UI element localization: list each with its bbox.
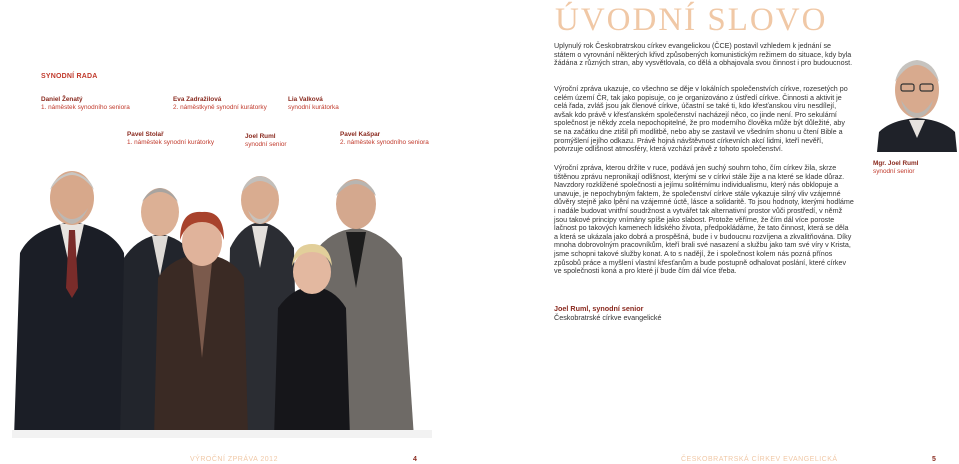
member-name: Eva Zadražilová [173, 96, 222, 103]
paragraph: Výroční zpráva, kterou držíte v ruce, podává jen suchý souhrn toho, čím církev žila, skrze tištěnou zprávu nepronikají odlišnost, kterými se v církvi stále žije a na které se klade důraz. Navzdory rozkližené společnosti a jejímu solitérnímu individualismu, který nás obklopuje a unavuje, je nepochybným faktem, že společenství církve stále vykazuje silný vliv vzájemné důvěry stejně jako lpění na vzájemné úctě, lásce a solidaritě. To jsou hodnoty, kterými hodláme i nadále budovat vnitřní soudržnost a vytvářet tak alternativní prostor vůči prostředí, v němž jsou takové principy vnímány spíše jako slabost. Protože věříme, že čím dál více poroste lačnost po takových kamenech lidského života, předpokládáme, že tato činnost, která se děla a která se ukázala jako dobrá a prospěšná, bude i v budoucnu rozvíjena a zkvalitňována. Díky mnoha dobrovolným pracovníkům, kteří brali své nasazení a službu jako tam své víry v Krista, jsme schopni takové služby konat. A to s nadějí, že i společnost kolem nás pozná přínos způsobů práce a myšlení vlastní křesťanům a bude postupně odhalovat poslání, které církev ve společnosti koná a pro které jí bude čím dál více třeba. [554, 164, 854, 276]
portrait-caption [873, 160, 918, 177]
group-photo [12, 158, 432, 438]
signature-org: Českobratrské církve evangelické [554, 312, 662, 322]
member-role: synodní kurátorka [288, 104, 339, 112]
page-number: 5 [932, 456, 937, 463]
member-kaspar [340, 131, 429, 148]
member-ruml [245, 133, 287, 150]
portrait-name: Mgr. Joel Ruml [873, 160, 919, 167]
member-valkova [288, 96, 339, 113]
member-name: Joel Ruml [245, 133, 276, 140]
body-column [554, 85, 854, 161]
signature-name: Joel Ruml, synodní senior [554, 304, 644, 313]
body-column-2 [554, 164, 854, 283]
footer-title: ČESKOBRATRSKÁ CÍRKEV EVANGELICKÁ [681, 456, 838, 463]
portrait-role: synodní senior [873, 168, 915, 176]
member-role: synodní senior [245, 141, 287, 149]
member-role: 1. náměstek synodní kurátorky [127, 139, 215, 147]
footer-title: VÝROČNÍ ZPRÁVA 2012 [190, 456, 278, 463]
council-heading: SYNODNÍ RADA [41, 73, 98, 80]
intro-column [554, 42, 854, 75]
right-page [479, 0, 959, 464]
portrait-photo [877, 42, 957, 152]
member-name: Pavel Kašpar [340, 131, 381, 138]
member-zadrazilova [173, 96, 267, 113]
member-role: 2. náměstek synodního seniora [340, 139, 429, 147]
paragraph: Výroční zpráva ukazuje, co všechno se děje v lokálních společenstvích církve, rozesetých po celém území ČR, tak jako popisuje, co je organizováno z ústředí církve. Činnosti a aktivit je celá řada, zvláš jsou jak členové církve, účastní se také ti, kdo křesťanskou víru nesdílejí, avšak kdo právě v křesťanském společenství nacházejí něco, co jinde není. Pro sekulární společnost je někdy zcela nepochopitelné, že pro moderního člověka může být důležité, aby se na začátku dne ztišil při modlitbě, nebo aby se zastavil ve všedním shonu u čtení Bible a promýšlení jejího odkazu. Právě hojná návštěvnost církevních akcí lidmi, kteří nevěří, potvrzuje odlišnost atmosféry, která vzchází právě z tohoto společenství. [554, 85, 848, 154]
signature [554, 305, 661, 322]
page-title: ÚVODNÍ SLOVO [555, 2, 828, 38]
member-name: Daniel Ženatý [41, 96, 83, 103]
member-name: Pavel Stolař [127, 131, 164, 138]
member-role: 2. náměstkyně synodní kurátorky [173, 104, 267, 112]
paragraph: Uplynulý rok Českobratrskou církev evangelickou (ČCE) postavil vzhledem k jednání se státem o vyrovnání některých křivd způsobených komunistickým režimem do situace, kdy byla žádána z různých stran, aby vysvětlovala, co dělá a obhajovala svou činnost i pro budoucnost. [554, 42, 853, 68]
page-number: 4 [413, 456, 418, 463]
left-page [0, 0, 479, 464]
member-name: Lia Valková [288, 96, 323, 103]
member-zenaty [41, 96, 130, 113]
member-stolar [127, 131, 214, 148]
member-role: 1. náměstek synodního seniora [41, 104, 130, 112]
